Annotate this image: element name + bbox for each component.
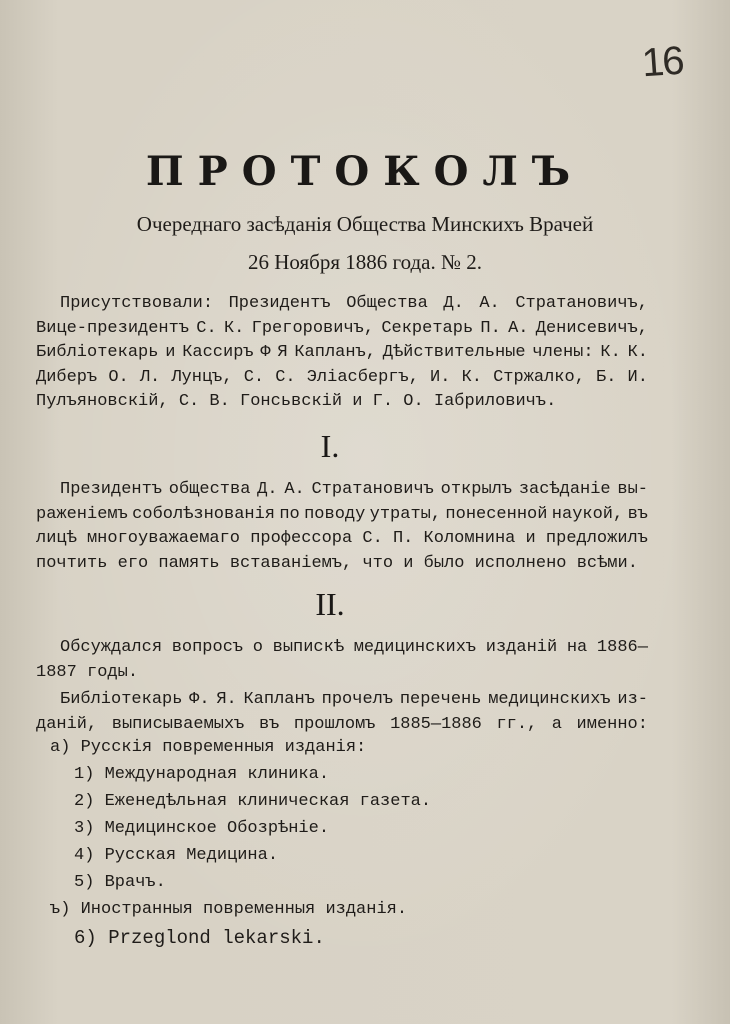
list-item: 4) Русская Медицина. [74, 846, 279, 865]
attendance-line: Присутствовали: Президентъ Общества Д. А. Стратановичъ, [60, 294, 648, 313]
section-1-numeral: I. [320, 428, 340, 464]
list-group-heading: ъ) Иностранныя повременныя изданія. [50, 900, 408, 919]
attendance-line: Пулъяновскій, С. В. Гонсьвскій и Г. О. Іабриловичъ. [36, 392, 557, 411]
section-2-paragraph-1 [36, 636, 648, 685]
document-subtitle-line-1: Очереднаго засѣданія Общества Минскихъ Врачей [136, 212, 594, 236]
section-1-line: лицѣ многоуважаемаго профессора С. П. Коломнина и предложилъ [36, 529, 648, 548]
list-item: 6) Przeglond lekarski. [74, 927, 325, 949]
attendance-line: Диберъ О. Л. Лунцъ, С. С. Эліасбергъ, И. К. Стржалко, Б. И. [36, 367, 648, 387]
attendance-line: Вице-президентъ С. К. Грегоровичъ, Секретарь П. А. Денисевичъ, [36, 318, 648, 338]
handwritten-page-number: 16 [639, 38, 684, 86]
section-2-line: Библіотекарь Ф. Я. Капланъ прочелъ перечень медицинскихъ из- [60, 690, 648, 709]
document-subtitle-line-2: 26 Ноября 1886 года. № 2. [247, 250, 483, 274]
list-item: 1) Международная клиника. [74, 765, 330, 784]
section-1-line: Президентъ общества Д. А. Стратановичъ открылъ засѣданіе вы- [60, 480, 648, 499]
list-item: 2) Еженедѣльная клиническая газета. [74, 792, 432, 811]
list-item: 3) Медицинское Обозрѣніе. [74, 819, 330, 838]
attendance-paragraph [36, 292, 648, 415]
section-1-line: почтить его память вставаніемъ, что и было исполнено всѣми. [36, 553, 638, 573]
section-2-paragraph-2 [36, 688, 648, 737]
list-group-heading: а) Русскія повременныя изданія: [50, 738, 367, 757]
section-2-line: 1887 годы. [36, 662, 139, 682]
section-2-numeral: II. [315, 586, 345, 622]
attendance-line: Библіотекарь и Кассиръ Ф Я Капланъ, Дѣйствительные члены: К. К. [36, 343, 648, 362]
section-2-line: даній, выписываемыхъ въ прошломъ 1885—1886 гг., а именно: [36, 714, 648, 734]
section-1-paragraph [36, 478, 648, 576]
section-1-line: раженіемъ соболѣзнованія по поводу утраты, понесенной наукой, въ [36, 504, 648, 524]
list-item: 5) Врачъ. [74, 873, 166, 892]
publications-list [36, 738, 656, 954]
document-title: ПРОТОКОЛЪ [145, 148, 585, 195]
section-2-line: Обсуждался вопросъ о выпискѣ медицинскихъ изданій на 1886— [60, 638, 648, 657]
